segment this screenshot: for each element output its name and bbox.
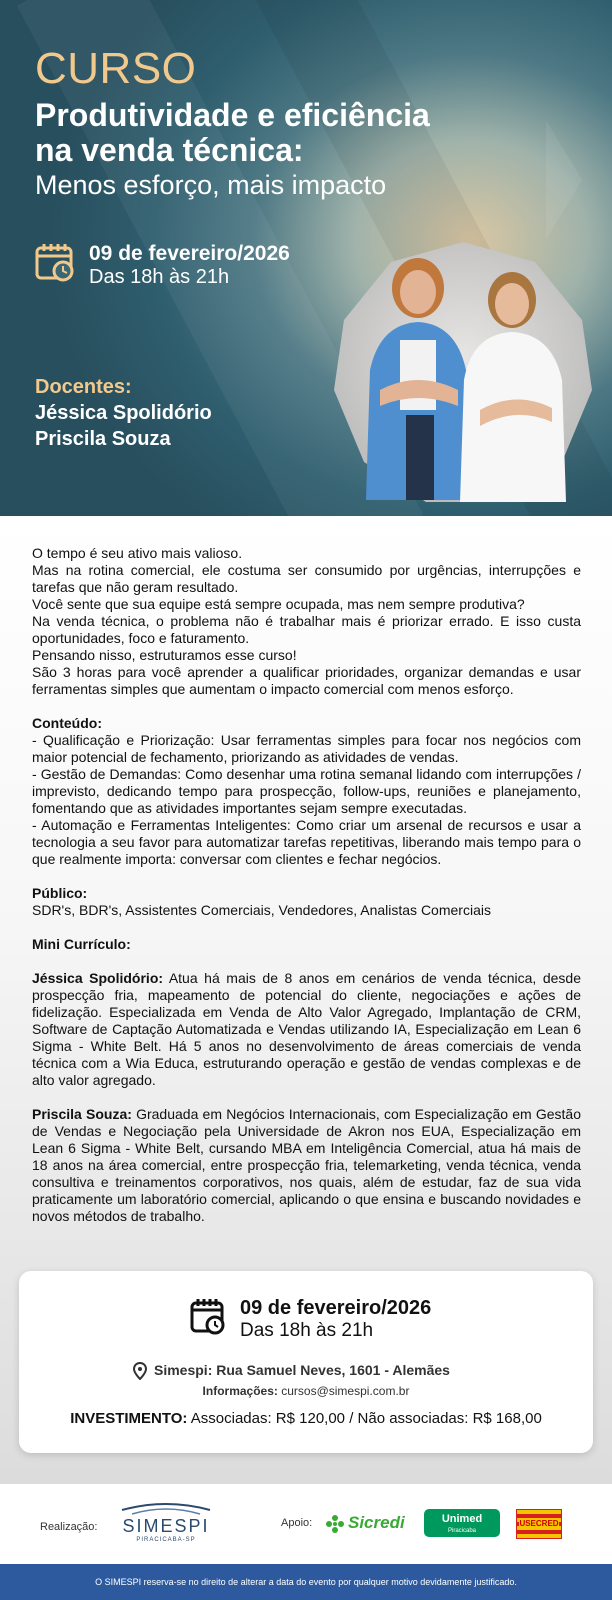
course-kicker: CURSO [35,44,197,93]
unimed-logo-city: Piracicaba [447,1528,476,1534]
docente-name: Jéssica Spolidório [35,402,212,424]
title-line: na venda técnica: [35,132,304,168]
section-heading: Público: [32,885,88,901]
paragraph: Pensando nisso, estruturamos esse curso! [32,647,297,663]
sicredi-leaf-icon [325,1514,345,1534]
paragraph: Você sente que sua equipe está sempre ocupada, mas nem sempre produtiva? [32,596,525,612]
calendar-icon [190,1296,226,1336]
usecred-logo-text: USECRED [519,1519,559,1528]
card-date: 09 de fevereiro/2026 [240,1297,432,1319]
decorative-chevron [546,120,582,240]
unimed-logo [424,1509,500,1537]
calendar-icon [34,241,76,283]
card-time: Das 18h às 21h [240,1320,374,1341]
contact-info: Informações: cursos@simespi.com.br [202,1384,410,1398]
section-heading: Mini Currículo: [32,936,131,952]
hero-time: Das 18h às 21h [89,266,230,288]
docente-name: Priscila Souza [35,428,171,450]
simespi-logo-city: PIRACICABA-SP [136,1537,196,1543]
location-pin-icon [133,1362,147,1380]
hero-date: 09 de fevereiro/2026 [89,242,290,265]
bio-jessica: Jéssica Spolidório: Atua há mais de 8 anos em cenários de venda técnica, desde prospecção fria, mapeamento de potencial do cliente, negociações e ações de fidelização. Especializada em Venda de Alto Valor Agregado, Implantação de CRM, Software de Captação Automatizada e Vendas utilizando IA, Especialização em Lean 6 Sigma - White Belt. Há 5 anos no desenvolvimento de áreas comerciais de venda técnica com a Wia Educa, estruturando operação e gestão de vendas complexas e de alto valor agregado. [32,970,582,1088]
usecred-logo [516,1509,562,1539]
simespi-logo-text: SIMESPI [122,1516,210,1536]
pricing: INVESTIMENTO: Associadas: R$ 120,00 / Não associadas: R$ 168,00 [70,1410,542,1427]
bio-priscila: Priscila Souza: Graduada em Negócios Internacionais, com Especialização em Gestão de Vendas e Negociação pela Universidade de Akron nos EUA, Especialização em Lean 6 Sigma - White Belt, cursando MBA em Inteligência Comercial, atua há mais de 18 anos na área comercial, entre prospecção fria, telemarketing, venda técnica, venda consultiva e treinamentos corporativos, nos quais, além de estudar, faz de sua vida praticamente um laboratório comercial, aplicando o que ensina e buscando novidades e novos métodos de trabalho. [32,1106,581,1224]
unimed-logo-text: Unimed [441,1513,483,1525]
disclaimer-bar: O SIMESPI reserva-se no direito de alterar a data do evento por qualquer motivo devidamente justificado. [0,1564,612,1600]
docentes-label: Docentes: [35,376,132,398]
instructors-photo [330,240,596,510]
paragraph: Na venda técnica, o problema não é trabalhar mais é priorizar errado. E isso custa oportunidades, foco e faturamento. [32,613,581,646]
sicredi-logo: Sicredi [348,1513,405,1532]
course-title [35,98,505,168]
course-description [32,545,581,1225]
course-subtitle: Menos esforço, mais impacto [35,170,387,200]
paragraph: O tempo é seu ativo mais valioso. [32,545,243,561]
content-item: - Gestão de Demandas: Como desenhar uma rotina semanal lidando com interrupções / imprevisto, dedicando tempo para prospecção, follow-ups, reuniões e planejamento, fomentando que as atividades importantes sejam sempre executadas. [32,766,581,816]
paragraph: Mas na rotina comercial, ele costuma ser consumido por urgências, interrupções e tarefas que não geram resultado. [32,562,581,595]
audience-text: SDR's, BDR's, Assistentes Comerciais, Vendedores, Analistas Comerciais [32,902,491,918]
title-line: Produtividade e eficiência [35,97,430,133]
contact-email[interactable]: cursos@simespi.com.br [277,1384,410,1398]
realizacao-label: Realização: [40,1521,98,1533]
section-heading: Conteúdo: [32,715,102,731]
content-item: - Qualificação e Priorização: Usar ferramentas simples para focar nos negócios com maior potencial de fechamento, priorizando as atividades de vendas. [32,732,581,765]
content-item: - Automação e Ferramentas Inteligentes: Como criar um arsenal de recursos e usar a tecnologia a seu favor para automatizar tarefas repetitivas, liberando mais tempo para o que realmente importa: conversar com clientes e fechar negócios. [32,817,581,867]
apoio-label: Apoio: [281,1517,313,1529]
event-address: Simespi: Rua Samuel Neves, 1601 - Alemães [154,1362,450,1378]
paragraph: São 3 horas para você aprender a qualificar prioridades, organizar demandas e usar ferramentas simples que aumentam o impacto comercial com menos esforço. [32,664,581,697]
